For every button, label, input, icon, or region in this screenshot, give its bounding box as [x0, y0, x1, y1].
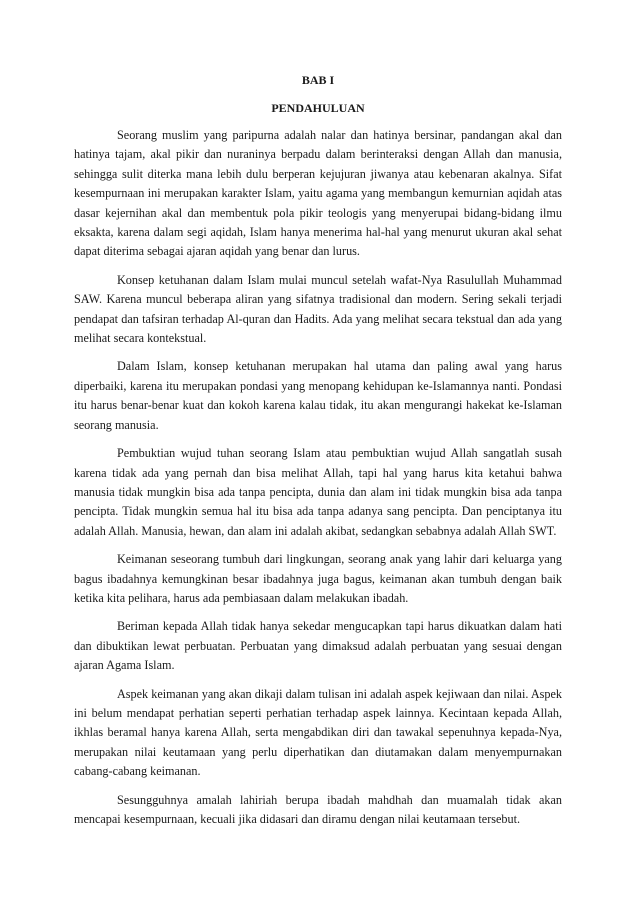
paragraph-1: Seorang muslim yang paripurna adalah nalar dan hatinya bersinar, pandangan akal dan hatinya tajam, akal pikir dan nuraninya berpadu dalam berinteraksi dengan Allah dan manusia, sehingga sulit diterka mana lebih dulu berperan kejujuran jiwanya atau kebenaran akalnya. Sifat kesempurnaan ini merupakan karakter Islam, yaitu agama yang membangun kemurnian aqidah atas dasar kejernihan akal dan membentuk pola pikir teologis yang menyerupai bidang-bidang ilmu eksakta, karena dalam segi aqidah, Islam hanya menerima hal-hal yang menurut ukuran akal sehat dapat diterima sebagai ajaran aqidah yang benar dan lurus. — [74, 128, 562, 259]
chapter-heading: BAB I — [301, 73, 335, 87]
paragraph-2: Konsep ketuhanan dalam Islam mulai muncul setelah wafat-Nya Rasulullah Muhammad SAW. Karena muncul beberapa aliran yang sifatnya tradisional dan modern. Sering sekali terjadi pendapat dan tafsiran terhadap Al-quran dan Hadits. Ada yang melihat secara tekstual dan ada yang melihat secara kontekstual. — [74, 272, 562, 346]
paragraph-4: Pembuktian wujud tuhan seorang Islam atau pembuktian wujud Allah sangatlah susah karena tidak ada yang pernah dan bisa melihat Allah, tapi hal yang harus kita ketahui bahwa manusia tidak mungkin bisa ada tanpa pencipta, dunia dan alam ini tidak mungkin bisa ada tanpa pencipta. Tidak mungkin semua hal itu bisa ada tanpa adanya sang pencipta. Dan penciptanya itu adalah Allah. Manusia, hewan, dan alam ini adalah akibat, sedangkan sebabnya adalah Allah SWT. — [74, 446, 562, 538]
paragraph-6: Beriman kepada Allah tidak hanya sekedar mengucapkan tapi harus dikuatkan dalam hati dan dibuktikan lewat perbuatan. Perbuatan yang dimaksud adalah perbuatan yang sesuai dengan ajaran Agama Islam. — [74, 619, 562, 673]
paragraph-3: Dalam Islam, konsep ketuhanan merupakan hal utama dan paling awal yang harus diperbaiki, karena itu merupakan pondasi yang menopang kehidupan ke-Islamannya nanti. Pondasi itu harus benar-benar kuat dan kokoh karena kalau tidak, itu akan mengurangi hakekat ke-Islaman seorang manusia. — [74, 359, 562, 432]
document-page — [74, 72, 562, 838]
paragraph-8: Sesungguhnya amalah lahiriah berupa ibadah mahdhah dan muamalah tidak akan mencapai kesempurnaan, kecuali jika didasari dan diramu dengan nilai keutamaan tersebut. — [74, 792, 562, 826]
paragraph-7: Aspek keimanan yang akan dikaji dalam tulisan ini adalah aspek kejiwaan dan nilai. Aspek ini belum mendapat perhatian seperti perhatian terhadap aspek lainnya. Kecintaan kepada Allah, ikhlas beramal hanya karena Allah, serta mengabdikan diri dan tawakal sepenuhnya kepada-Nya, merupakan nilai keutamaan yang perlu diperhatikan dan diutamakan dalam menyempurnakan cabang-cabang keimanan. — [74, 686, 562, 779]
chapter-title: PENDAHULUAN — [271, 101, 365, 115]
paragraph-5: Keimanan seseorang tumbuh dari lingkungan, seorang anak yang lahir dari keluarga yang bagus ibadahnya kemungkinan besar ibadahnya juga bagus, keimanan akan tumbuh dengan baik ketika kita pelihara, harus ada pembiasaan dalam melakukan ibadah. — [74, 552, 562, 605]
